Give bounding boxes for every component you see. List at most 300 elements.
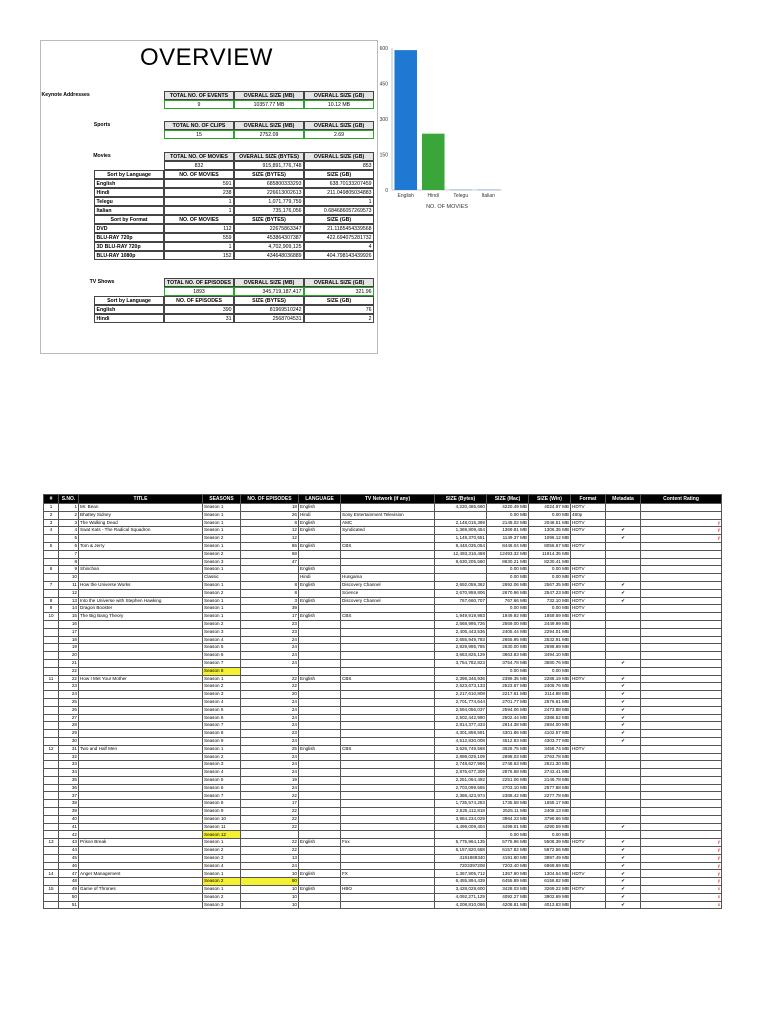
table-cell: 24 [241,784,299,792]
table-cell: 2,701,774,644 [435,698,487,706]
table-cell [641,823,722,831]
movies-header-row [40,152,374,161]
table-cell [641,722,722,730]
table-cell: 3,626,749,568 [435,745,487,753]
table-cell: 25 [241,745,299,753]
table-cell [641,620,722,628]
table-row [44,659,722,667]
table-row [44,870,722,878]
table-cell [44,893,59,901]
table-cell: Season 3 [203,628,241,636]
table-cell: HDTV [571,675,606,683]
table-cell: 8,448,035,054 [435,542,487,550]
table-cell [44,550,59,558]
table-cell: 2,814,377,433 [435,722,487,730]
table-cell: 12493.32 MB [487,550,529,558]
table-cell: ✔ [606,675,641,683]
movies-fmt-row [94,242,374,251]
table-row [44,737,722,745]
table-cell [571,878,606,886]
movies-lang-cell: 685800333293 [234,179,304,188]
table-cell [44,667,59,675]
table-row [44,550,722,558]
table-cell [641,605,722,613]
table-cell: 5 [59,535,79,543]
column-header: TV Network (if any) [341,495,435,504]
table-cell [241,566,299,574]
table-cell: 29 [59,730,79,738]
table-cell: y [641,527,722,535]
table-cell: 2621.30 MB [529,761,571,769]
table-cell: 4303.77 MB [529,737,571,745]
table-cell: 86 [241,542,299,550]
table-cell: ✔ [606,714,641,722]
table-cell [606,636,641,644]
table-cell: 26 [241,511,299,519]
tv-header-row [40,278,374,287]
table-cell: Season 3 [203,854,241,862]
table-cell [571,776,606,784]
table-cell: 23 [241,628,299,636]
table-cell: 24 [241,706,299,714]
table-cell: 4,499,009,404 [435,823,487,831]
table-cell [44,652,59,660]
table-cell: HBO [341,886,435,894]
table-cell [341,706,435,714]
movies-fmt-cell: SIZE (GB) [304,215,374,224]
table-cell: Season 2 [203,847,241,855]
table-cell: y [641,870,722,878]
table-cell: 1304.54 MB [529,870,571,878]
table-cell [641,691,722,699]
table-cell: 8 [241,589,299,597]
table-cell [606,815,641,823]
table-cell [641,745,722,753]
table-cell: 4512.83 MB [487,737,529,745]
table-cell: 0.00 MB [529,605,571,613]
table-cell [606,620,641,628]
table-cell [571,628,606,636]
table-cell: Season 1 [203,605,241,613]
table-cell [79,659,203,667]
table-cell [299,722,341,730]
table-row [44,652,722,660]
table-cell: 41 [59,823,79,831]
table-cell: 33 [59,761,79,769]
table-cell [341,753,435,761]
table-cell: 51 [59,901,79,909]
chart-svg [370,40,510,220]
table-cell: English [299,542,341,550]
table-cell: x [641,886,722,894]
table-cell: 2898.03 MB [487,753,529,761]
table-cell: Season 10 [203,815,241,823]
table-row [44,589,722,597]
table-cell: HDTV [571,886,606,894]
table-cell: 22 [241,815,299,823]
x-tick-label: Telegu [453,193,469,199]
table-cell [341,652,435,660]
table-cell [79,722,203,730]
movies-fmt-cell: SIZE (BYTES) [234,215,304,224]
sports-h1: TOTAL NO. OF CLIPS [164,121,234,130]
table-cell [641,581,722,589]
table-cell: HDTV [571,504,606,512]
table-cell: Mr. Bean [79,504,203,512]
table-row [44,886,722,894]
table-cell: 4301.86 MB [487,730,529,738]
tv-h2: OVERALL SIZE (MB) [234,278,304,287]
table-cell: 1,735,574,283 [435,800,487,808]
table-cell: 22 [241,847,299,855]
table-cell: 2146.78 MB [529,776,571,784]
table-cell: 2,829,995,785 [435,644,487,652]
table-cell: Season 1 [203,527,241,535]
movies-fmt-cell: 112 [164,224,234,233]
table-cell [571,792,606,800]
table-cell [571,730,606,738]
table-cell [44,862,59,870]
table-cell: 4290.59 MB [529,823,571,831]
table-cell: 6869.69 MB [529,862,571,870]
table-cell [79,808,203,816]
table-cell [79,589,203,597]
table-cell: 4191869340 [435,854,487,862]
table-cell [44,730,59,738]
table-cell: 3626.75 MB [487,745,529,753]
tv-h3: OVERALL SIZE (GB) [304,278,374,287]
table-cell: 11914.35 MB [529,550,571,558]
table-cell: Dragon Booster [79,605,203,613]
table-cell: Hindi [299,574,341,582]
table-cell: Season 1 [203,745,241,753]
table-cell: 2277.78 MB [529,792,571,800]
table-cell [641,574,722,582]
table-cell [571,714,606,722]
table-cell: Into the Universe with Stephen Hawking [79,597,203,605]
table-cell [641,800,722,808]
table-cell: 5508.39 MB [529,839,571,847]
table-cell [571,831,606,839]
table-cell: 15 [44,886,59,894]
table-cell: 22 [241,839,299,847]
table-cell: English [299,839,341,847]
table-cell [341,761,435,769]
tv-h1: TOTAL NO. OF EPISODES [164,278,234,287]
table-row [44,511,722,519]
table-cell: y [641,854,722,862]
table-cell [79,683,203,691]
table-cell: CBS [341,613,435,621]
table-cell [341,558,435,566]
table-cell [606,808,641,816]
table-cell [299,558,341,566]
table-cell: 480p [571,511,606,519]
table-cell [341,628,435,636]
movies-value-row [164,161,374,170]
movies-h3: OVERALL SIZE (GB) [304,152,374,161]
table-row [44,893,722,901]
table-cell: 2569.00 MB [487,620,529,628]
table-cell [44,722,59,730]
table-cell: 3997.49 MB [529,854,571,862]
table-cell: 24 [241,769,299,777]
table-cell [571,722,606,730]
table-cell [641,792,722,800]
table-row [44,644,722,652]
table-cell: 2399.35 MB [487,675,529,683]
table-cell: 19 [59,644,79,652]
table-cell: Game of Thrones [79,886,203,894]
table-cell [44,847,59,855]
table-cell [606,792,641,800]
table-cell [44,659,59,667]
table-row [44,815,722,823]
table-cell [606,574,641,582]
movies-fmt-cell: 422.694075281732 [304,233,374,242]
table-cell [641,659,722,667]
keynote-value-row [164,100,374,109]
table-row [44,519,722,527]
table-cell [44,636,59,644]
table-cell: English [299,504,341,512]
table-cell: 1 [44,504,59,512]
table-row [44,901,722,909]
table-cell: The Big Bang Theory [79,613,203,621]
table-cell: 1096.12 MB [529,535,571,543]
tv-lang-cell: Sort by Language [94,296,164,305]
movies-lang-cell: 238 [164,188,234,197]
table-cell: 30 [59,737,79,745]
table-cell: 3458.74 MB [529,745,571,753]
table-row [44,581,722,589]
table-cell: 6 [241,519,299,527]
table-cell [299,761,341,769]
table-cell: 9 [59,566,79,574]
table-row [44,854,722,862]
table-cell: 4208.81 MB [487,901,529,909]
table-cell: 5,775,964,135 [435,839,487,847]
table-cell [44,714,59,722]
table-cell: ✔ [606,862,641,870]
table-row [44,776,722,784]
table-row [44,761,722,769]
table-cell [241,667,299,675]
table-cell [641,566,722,574]
table-cell [571,698,606,706]
table-cell: 4,301,859,591 [435,730,487,738]
table-cell: 44 [59,847,79,855]
table-cell [299,730,341,738]
table-cell: 10 [44,613,59,621]
table-cell: 3494.10 MB [529,652,571,660]
table-cell [299,659,341,667]
table-cell [641,542,722,550]
table-cell: 8 [59,558,79,566]
tv-value-row [164,287,374,296]
table-cell [341,667,435,675]
table-cell [641,815,722,823]
table-cell: 3799.66 MB [529,815,571,823]
table-cell: 32 [59,753,79,761]
table-cell [341,808,435,816]
table-cell: 2,525,112,818 [435,808,487,816]
table-cell: 2684.00 MB [529,722,571,730]
table-cell [641,776,722,784]
table-cell [606,652,641,660]
table-cell: 13 [241,854,299,862]
table-cell [641,636,722,644]
table-cell [606,628,641,636]
table-cell [341,893,435,901]
table-cell: 2388.42 MB [487,792,529,800]
table-cell: Swat Kats - The Radical Squadron [79,527,203,535]
table-cell: 24 [241,644,299,652]
table-cell: 2594.06 MB [487,706,529,714]
table-cell: AMC [341,519,435,527]
table-cell: 4 [59,527,79,535]
table-cell [571,636,606,644]
table-cell [79,652,203,660]
table-cell [341,504,435,512]
column-header: # [44,495,59,504]
table-cell [641,683,722,691]
y-tick-label: 0 [385,188,388,194]
table-cell [79,691,203,699]
table-row [44,527,722,535]
table-cell: 11 [59,581,79,589]
table-cell: 10 [241,893,299,901]
table-cell: 3580.76 MB [529,659,571,667]
table-cell [79,847,203,855]
table-cell [299,854,341,862]
table-cell [79,800,203,808]
table-cell: Season 2 [203,753,241,761]
table-cell: 6 [44,566,59,574]
movies-lang-cell: 0.684686057269573 [304,206,374,215]
table-cell: 10 [241,886,299,894]
table-cell: ✔ [606,597,641,605]
table-cell: ✔ [606,659,641,667]
table-cell [299,683,341,691]
table-cell [606,776,641,784]
table-cell [299,784,341,792]
table-row [44,714,722,722]
table-cell: 17 [241,800,299,808]
table-cell [79,574,203,582]
table-cell [641,644,722,652]
table-cell: Season 12 [203,831,241,839]
table-cell [341,800,435,808]
table-cell [571,706,606,714]
movies-lang-cell: 1 [164,206,234,215]
table-cell: Tom & Jerry [79,542,203,550]
table-cell [341,776,435,784]
table-cell [606,504,641,512]
movies-fmt-row [94,224,374,233]
table-cell [44,698,59,706]
table-cell [79,769,203,777]
table-cell: 40 [59,815,79,823]
table-cell: 13 [44,839,59,847]
table-cell: 39 [59,808,79,816]
table-cell [341,550,435,558]
table-cell: 7 [44,581,59,589]
movies-fmt-cell: 22675863347 [234,224,304,233]
table-row [44,847,722,855]
table-cell [299,815,341,823]
table-cell: FX [341,870,435,878]
table-cell [44,792,59,800]
table-cell: 3984.23 MB [487,815,529,823]
table-row [44,878,722,886]
table-cell [44,644,59,652]
bar-english [394,50,417,190]
table-cell [606,613,641,621]
table-cell: 23 [241,730,299,738]
table-cell [435,831,487,839]
table-cell: 3 [241,597,299,605]
table-cell: 24 [241,761,299,769]
table-cell: HDTV [571,839,606,847]
table-cell [79,831,203,839]
table-cell: 11 [44,675,59,683]
table-cell [571,800,606,808]
table-row [44,745,722,753]
column-header: LANGUAGE [299,495,341,504]
table-cell: ✔ [606,737,641,745]
table-cell: HDTV [571,870,606,878]
table-cell [606,761,641,769]
table-cell: 7 [59,550,79,558]
table-cell [641,504,722,512]
table-cell [79,823,203,831]
table-cell: 6455.89 MB [487,878,529,886]
table-cell: HDTV [571,613,606,621]
table-cell [299,628,341,636]
keynote-h1: TOTAL NO. OF EVENTS [164,91,234,100]
table-cell [641,628,722,636]
table-cell: Discovery Channel [341,581,435,589]
table-cell [571,659,606,667]
x-tick-label: Hindi [427,193,439,199]
table-cell: y [641,847,722,855]
table-cell: 13 [59,597,79,605]
keynote-v3: 10.12 MB [304,100,374,109]
table-cell [606,769,641,777]
table-cell: 1149.37 MB [487,535,529,543]
y-tick-label: 450 [379,81,388,88]
table-cell [641,698,722,706]
table-cell: 68 [241,550,299,558]
table-cell [435,566,487,574]
table-cell: 39 [241,605,299,613]
table-cell [44,808,59,816]
table-cell: y [641,535,722,543]
table-cell: Season 4 [203,862,241,870]
table-cell [341,831,435,839]
table-cell: 4220.49 MB [487,504,529,512]
table-cell [79,737,203,745]
table-row [44,535,722,543]
table-cell [299,808,341,816]
table-row [44,613,722,621]
movies-fmt-row [94,251,374,260]
bar-hindi [422,134,445,190]
table-cell: 22 [241,823,299,831]
table-cell [341,659,435,667]
column-header: S.NO. [59,495,79,504]
